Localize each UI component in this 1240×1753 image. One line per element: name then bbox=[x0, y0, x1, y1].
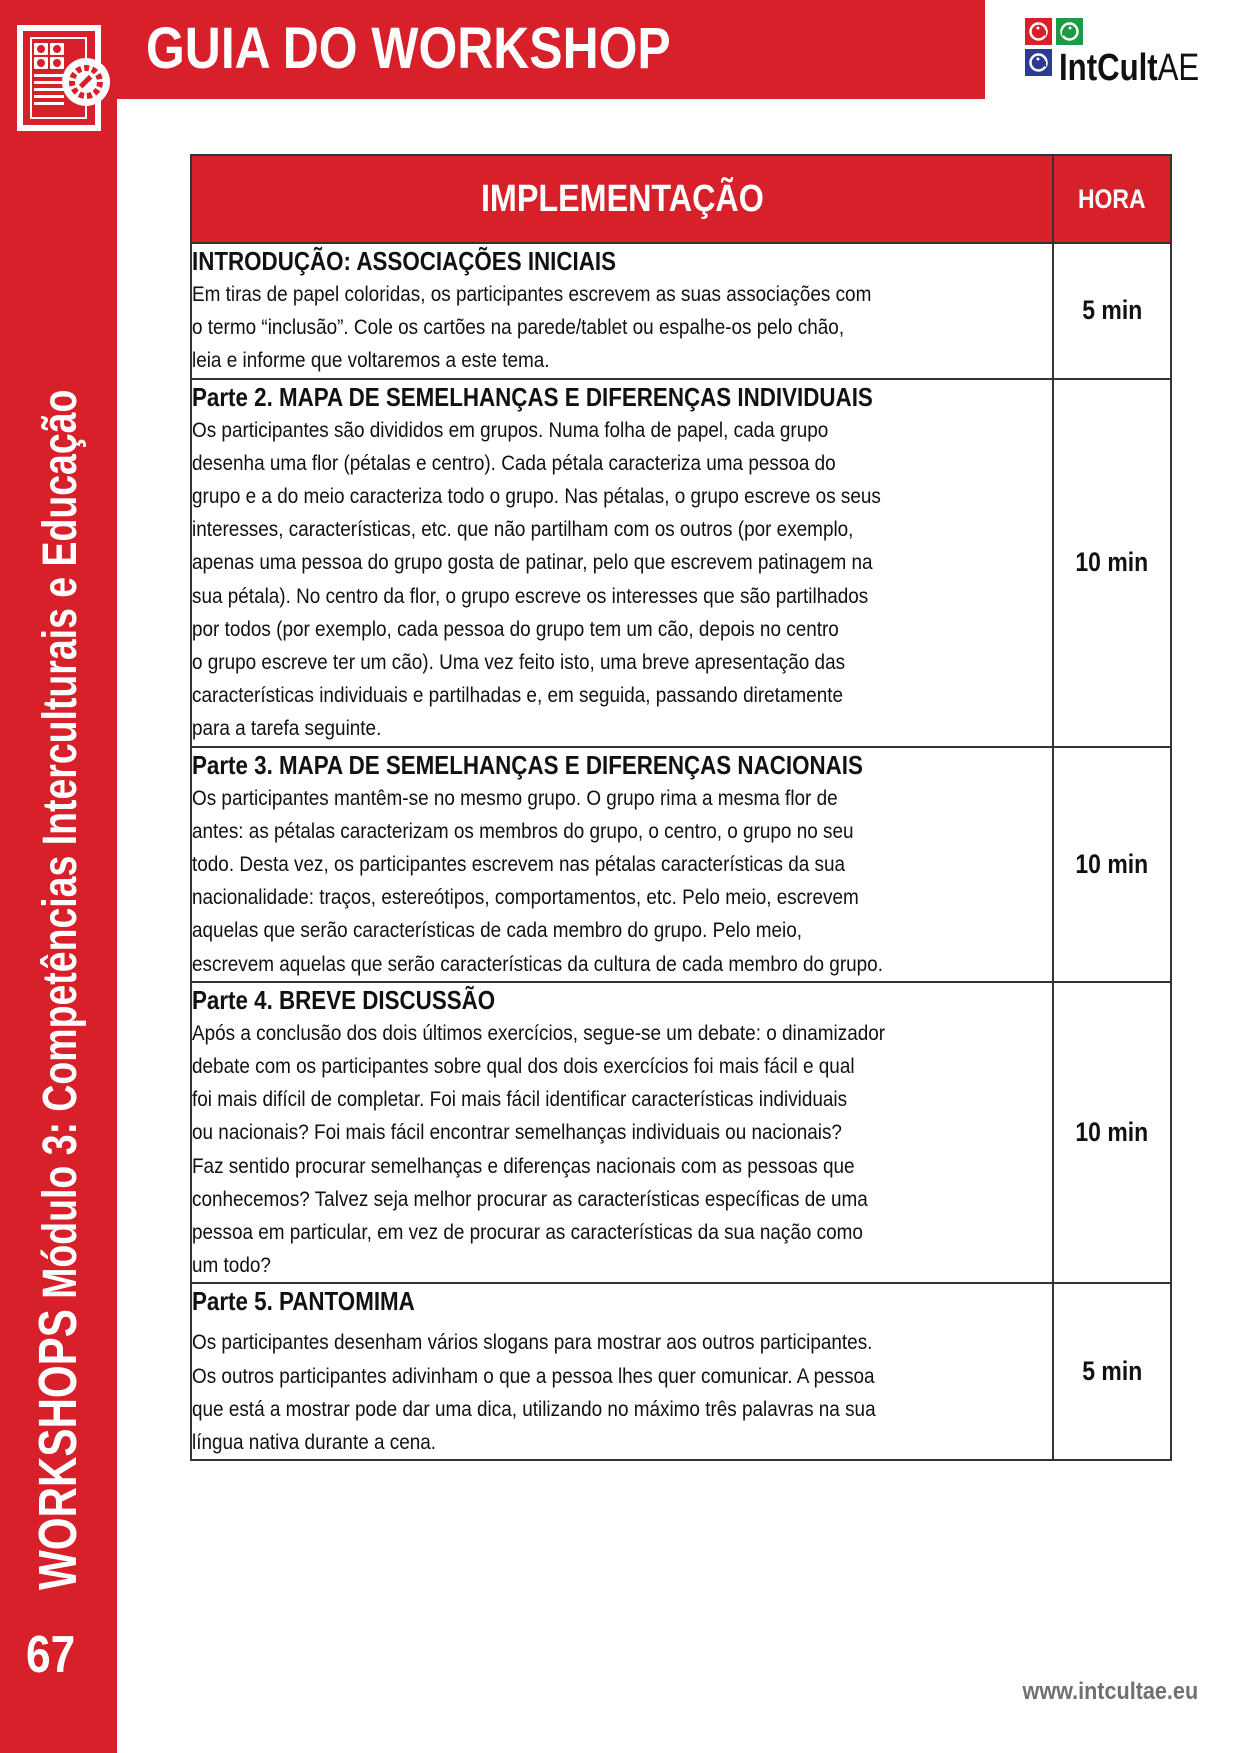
website-link[interactable]: www.intcultae.eu bbox=[1022, 1678, 1198, 1705]
activity-text-line: características individuais e partilhadas e, em seguida, passando diretamente bbox=[192, 683, 844, 708]
activity-description bbox=[191, 379, 1053, 747]
activity-time-value: 10 min bbox=[1075, 848, 1149, 879]
activity-time-value: 10 min bbox=[1075, 547, 1149, 578]
activity-text-line: apenas uma pessoa do grupo gosta de patinar, pelo que escrevem patinagem na bbox=[192, 550, 873, 575]
sidebar-title-strong: WORKSHOPS bbox=[28, 1309, 88, 1590]
spacer bbox=[192, 1318, 1052, 1326]
activity-text-line: pessoa em particular, em vez de procurar as características da sua nação como bbox=[192, 1220, 863, 1245]
activity-time bbox=[1053, 243, 1171, 379]
activity-description bbox=[191, 982, 1053, 1284]
activity-text-line: grupo e a do meio caracteriza todo o grupo. Nas pétalas, o grupo escreve os seus bbox=[192, 484, 881, 509]
activity-title: Parte 4. BREVE DISCUSSÃO bbox=[192, 984, 496, 1015]
table-row bbox=[191, 747, 1171, 982]
activity-text-line: Os participantes desenham vários slogans para mostrar aos outros participantes. bbox=[192, 1330, 873, 1355]
activity-title: Parte 3. MAPA DE SEMELHANÇAS E DIFERENÇAS NACIONAIS bbox=[192, 749, 863, 780]
activity-text-line: debate com os participantes sobre qual dos dois exercícios foi mais fácil e qual bbox=[192, 1054, 855, 1079]
header-time-label: HORA bbox=[1078, 183, 1146, 214]
header-implementation bbox=[191, 155, 1053, 243]
table-row bbox=[191, 379, 1171, 747]
activity-description bbox=[191, 747, 1053, 982]
activity-time-value: 10 min bbox=[1075, 1117, 1149, 1148]
activity-text-line: interesses, características, etc. que não partilham com os outros (por exemplo, bbox=[192, 517, 854, 542]
activity-text-line: Após a conclusão dos dois últimos exercícios, segue-se um debate: o dinamizador bbox=[192, 1020, 886, 1045]
activity-text-line: nacionalidade: traços, estereótipos, comportamentos, etc. Pelo meio, escrevem bbox=[192, 885, 859, 910]
activity-text-line: conhecemos? Talvez seja melhor procurar as características específicas de uma bbox=[192, 1186, 868, 1211]
activity-text-line: Faz sentido procurar semelhanças e diferenças nacionais com as pessoas que bbox=[192, 1153, 855, 1178]
face-icon bbox=[1025, 18, 1052, 45]
activity-time bbox=[1053, 1283, 1171, 1460]
page-number: 67 bbox=[26, 1626, 76, 1684]
table-row bbox=[191, 982, 1171, 1284]
activity-text-line: aquelas que serão características de cada membro do grupo. Pelo meio, bbox=[192, 918, 802, 943]
activity-text-line: que está a mostrar pode dar uma dica, utilizando no máximo três palavras na sua bbox=[192, 1396, 876, 1421]
activity-text-line: um todo? bbox=[192, 1253, 271, 1278]
activity-time-value: 5 min bbox=[1082, 295, 1142, 326]
face-icon bbox=[1056, 18, 1083, 45]
implementation-table bbox=[190, 154, 1172, 1461]
activity-text-line: todo. Desta vez, os participantes escrevem nas pétalas características da sua bbox=[192, 852, 846, 877]
activity-text-line: Os participantes mantêm-se no mesmo grupo. O grupo rima a mesma flor de bbox=[192, 785, 838, 810]
activity-text-line: o termo “inclusão”. Cole os cartões na parede/tablet ou espalhe-os pelo chão, bbox=[192, 315, 845, 340]
activity-time-value: 5 min bbox=[1082, 1356, 1142, 1387]
activity-text-line: língua nativa durante a cena. bbox=[192, 1430, 437, 1455]
activity-title: Parte 2. MAPA DE SEMELHANÇAS E DIFERENÇAS INDIVIDUAIS bbox=[192, 381, 873, 412]
face-icon bbox=[1025, 49, 1052, 76]
activity-text-line: antes: as pétalas caracterizam os membros do grupo, o centro, o grupo no seu bbox=[192, 818, 854, 843]
activity-title: INTRODUÇÃO: ASSOCIAÇÕES INICIAIS bbox=[192, 246, 617, 276]
activity-description bbox=[191, 243, 1053, 379]
header-time bbox=[1053, 155, 1171, 243]
activity-text-line: leia e informe que voltaremos a este tema. bbox=[192, 348, 550, 373]
table-row bbox=[191, 243, 1171, 379]
activity-text-line: foi mais difícil de completar. Foi mais fácil identificar características individuais bbox=[192, 1087, 848, 1112]
table-header-row bbox=[191, 155, 1171, 243]
logo-text-light: AE bbox=[1157, 47, 1200, 89]
header-implementation-label: IMPLEMENTAÇÃO bbox=[480, 177, 764, 220]
activity-time bbox=[1053, 982, 1171, 1284]
page-title: GUIA DO WORKSHOP bbox=[146, 16, 671, 81]
activity-text-line: para a tarefa seguinte. bbox=[192, 716, 382, 741]
activity-time bbox=[1053, 379, 1171, 747]
activity-text-line: o grupo escreve ter um cão). Uma vez feito isto, uma breve apresentação das bbox=[192, 650, 846, 675]
sidebar-title-rest: Módulo 3: Competências Interculturais e Educação bbox=[34, 389, 87, 1310]
activity-title: Parte 5. PANTOMIMA bbox=[192, 1286, 415, 1317]
activity-text-line: por todos (por exemplo, cada pessoa do grupo tem um cão, depois no centro bbox=[192, 616, 839, 641]
logo-text-bold: IntCult bbox=[1059, 47, 1158, 89]
activity-text-line: sua pétala). No centro da flor, o grupo escreve os interesses que são partilhados bbox=[192, 583, 869, 608]
activity-description bbox=[191, 1283, 1053, 1460]
activity-time bbox=[1053, 747, 1171, 982]
activity-text-line: escrevem aquelas que serão características da cultura de cada membro do grupo. bbox=[192, 951, 883, 976]
activity-text-line: Os outros participantes adivinham o que a pessoa lhes quer comunicar. A pessoa bbox=[192, 1363, 875, 1388]
activity-text-line: Em tiras de papel coloridas, os participantes escrevem as suas associações com bbox=[192, 282, 872, 306]
intcultae-logo bbox=[1025, 18, 1225, 88]
activity-text-line: desenha uma flor (pétalas e centro). Cada pétala caracteriza uma pessoa do bbox=[192, 450, 836, 475]
activity-text-line: Os participantes são divididos em grupos. Numa folha de papel, cada grupo bbox=[192, 417, 829, 442]
table-row bbox=[191, 1283, 1171, 1460]
activity-text-line: ou nacionais? Foi mais fácil encontrar semelhanças individuais ou nacionais? bbox=[192, 1120, 842, 1145]
logo-text bbox=[1059, 49, 1199, 87]
sidebar-vertical-title bbox=[30, 51, 89, 1590]
